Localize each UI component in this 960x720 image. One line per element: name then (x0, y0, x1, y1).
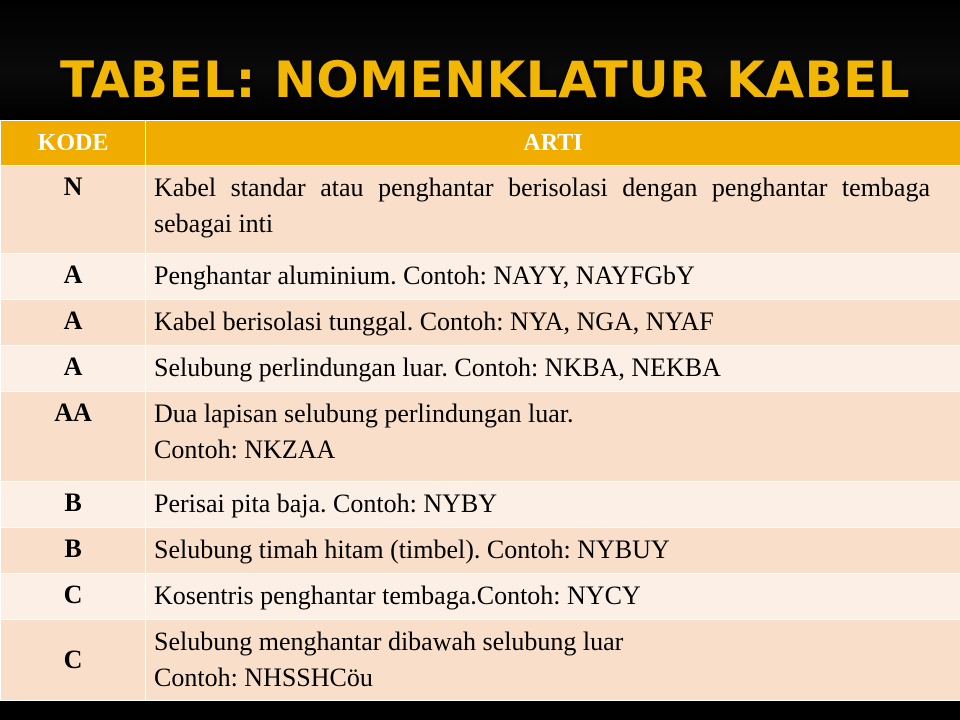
arti-cell (146, 346, 960, 392)
kode-cell: C (1, 620, 146, 701)
arti-text: Selubung perlindungan luar. Contoh: NKBA, NEKBA (154, 353, 721, 382)
arti-text: Kabel standar atau penghantar berisolasi dengan penghantar tembaga sebagai inti (154, 173, 930, 238)
arti-cell (146, 482, 960, 528)
table-row (1, 528, 960, 574)
arti-text: Penghantar aluminium. Contoh: NAYY, NAYFGbY (154, 261, 695, 290)
arti-cell (146, 300, 960, 346)
table-row (1, 300, 960, 346)
table-row (1, 620, 960, 701)
kode-cell: N (1, 166, 146, 254)
arti-cell (146, 574, 960, 620)
arti-text: Selubung timah hitam (timbel). Contoh: NYBUY (154, 535, 670, 564)
slide-header (0, 0, 960, 120)
kode-cell: C (1, 574, 146, 620)
table-header-row (1, 121, 960, 166)
arti-example: Contoh: NHSSHCöu (154, 663, 373, 692)
kode-cell: AA (1, 392, 146, 482)
arti-cell (146, 620, 960, 701)
slide-title: TABEL: NOMENKLATUR KABEL (60, 51, 911, 109)
arti-text: Selubung menghantar dibawah selubung luar (154, 627, 624, 656)
table-row (1, 392, 960, 482)
arti-text: Kabel berisolasi tunggal. Contoh: NYA, NGA, NYAF (154, 307, 714, 336)
kode-cell: A (1, 346, 146, 392)
arti-text: Kosentris penghantar tembaga.Contoh: NYCY (154, 581, 641, 610)
table-row (1, 254, 960, 300)
kode-cell: A (1, 254, 146, 300)
arti-cell (146, 166, 960, 254)
arti-example: Contoh: NKZAA (154, 435, 336, 464)
arti-cell (146, 392, 960, 482)
header-kode: KODE (1, 121, 146, 166)
arti-cell (146, 254, 960, 300)
nomenclature-table (0, 120, 960, 701)
header-arti: ARTI (146, 121, 960, 166)
table-row (1, 166, 960, 254)
table-row (1, 574, 960, 620)
kode-cell: A (1, 300, 146, 346)
table-row (1, 482, 960, 528)
arti-text: Dua lapisan selubung perlindungan luar. (154, 399, 574, 428)
kode-cell: B (1, 482, 146, 528)
arti-cell (146, 528, 960, 574)
table-row (1, 346, 960, 392)
arti-text: Perisai pita baja. Contoh: NYBY (154, 489, 498, 518)
kode-cell: B (1, 528, 146, 574)
